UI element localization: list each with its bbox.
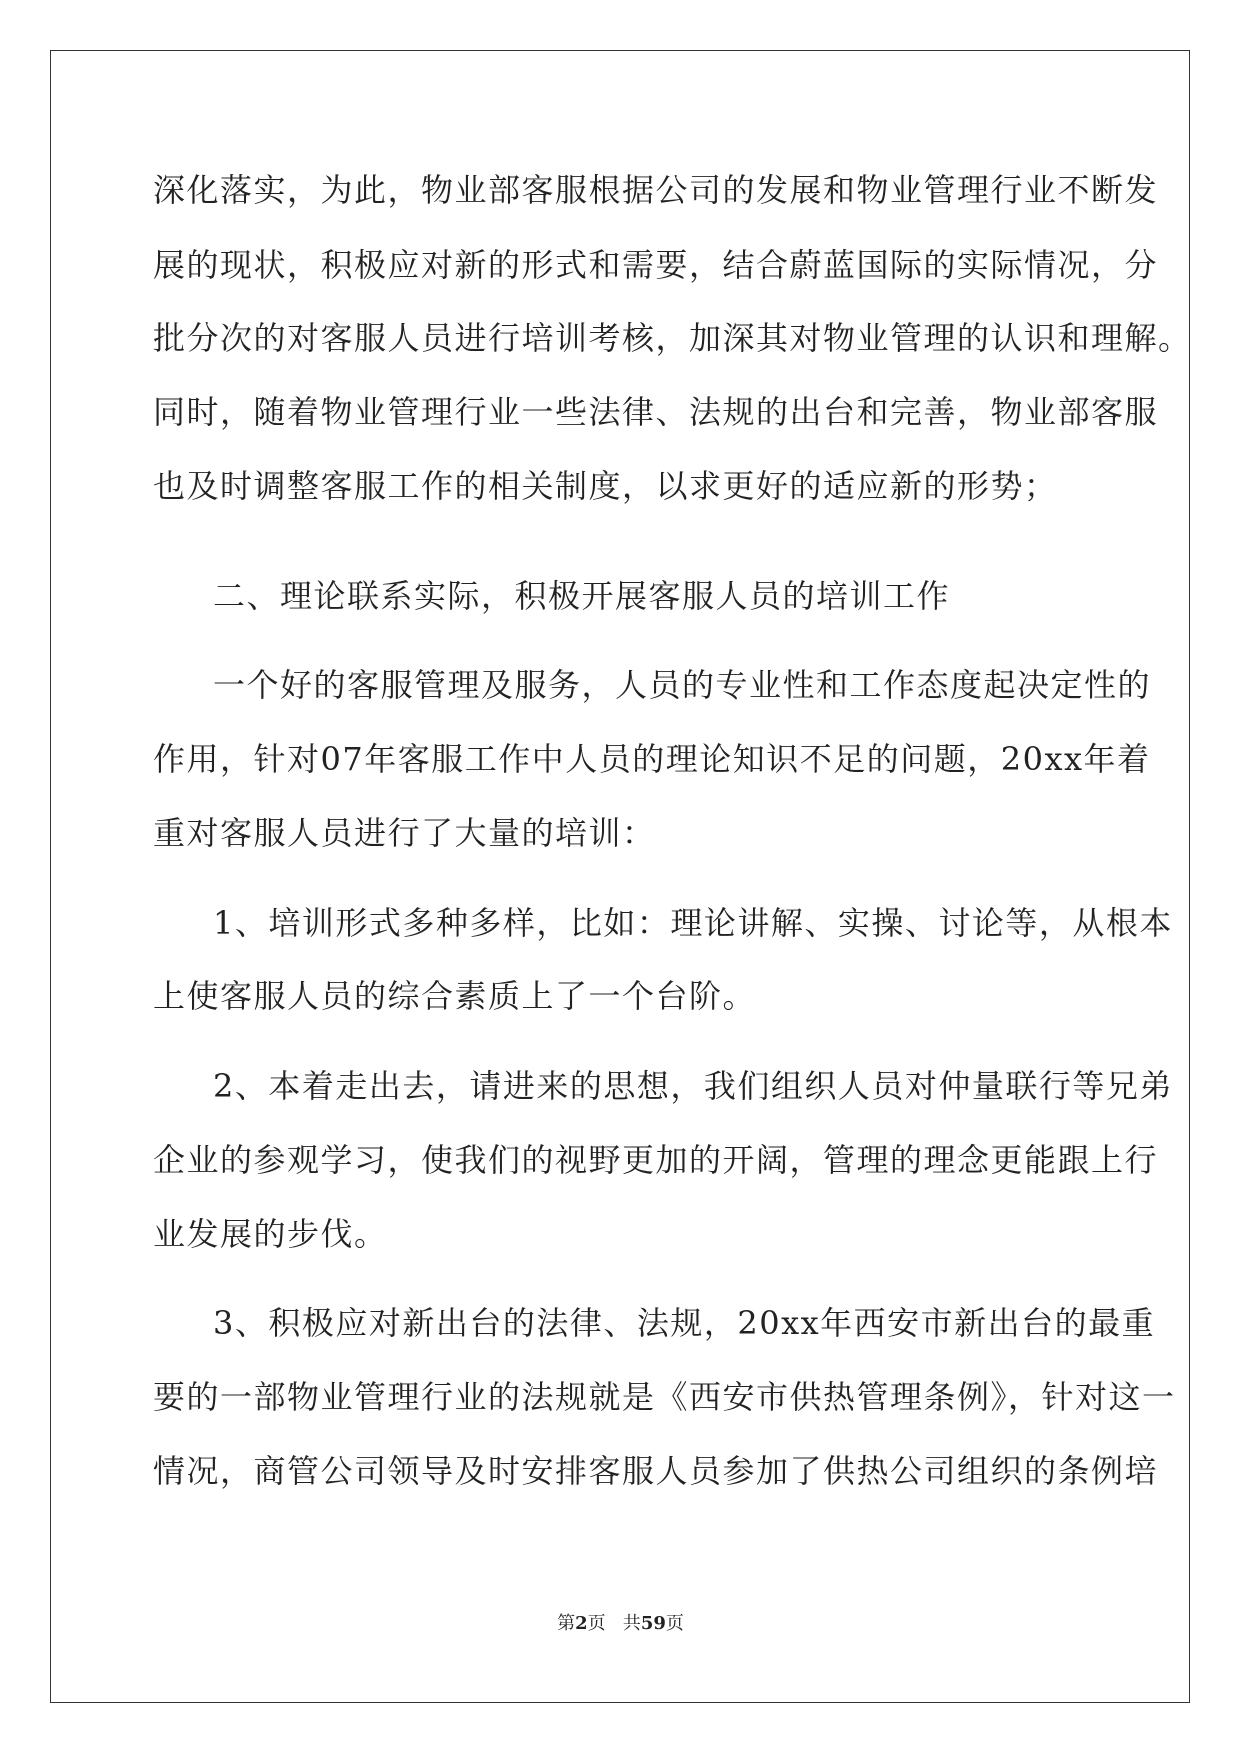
text-line: 3、积极应对新出台的法律、法规，20xx年西安市新出台的最重 [213,1304,1156,1342]
total-suffix: 页 [665,1613,684,1634]
text-line: 1、培训形式多种多样，比如：理论讲解、实操、讨论等，从根本 [213,904,1173,942]
total-prefix: 共 [622,1613,641,1634]
text-line: 业发展的步伐。 [153,1215,388,1253]
text-line: 展的现状，积极应对新的形式和需要，结合蔚蓝国际的实际情况，分 [153,246,1159,284]
text-line: 作用，针对07年客服工作中人员的理论知识不足的问题，20xx年着 [153,740,1151,778]
text-line: 2、本着走出去，请进来的思想，我们组织人员对仲量联行等兄弟 [213,1067,1173,1105]
text-line: 要的一部物业管理行业的法规就是《西安市供热管理条例》，针对这一 [153,1378,1176,1416]
text-line: 批分次的对客服人员进行培训考核，加深其对物业管理的认识和理解。 [153,319,1192,357]
page-suffix: 页 [587,1613,606,1634]
page-footer [0,1612,1241,1636]
text-line: 上使客服人员的综合素质上了一个台阶。 [153,977,757,1015]
total-pages: 59 [640,1613,666,1634]
text-line: 同时，随着物业管理行业一些法律、法规的出台和完善，物业部客服 [153,393,1159,431]
text-line: 重对客服人员进行了大量的培训： [153,814,656,852]
page-number: 2 [575,1613,588,1634]
text-line: 也及时调整客服工作的相关制度，以求更好的适应新的形势； [153,467,1058,505]
text-line: 情况，商管公司领导及时安排客服人员参加了供热公司组织的条例培 [153,1452,1159,1490]
text-line: 一个好的客服管理及服务，人员的专业性和工作态度起决定性的 [213,666,1152,704]
page-prefix: 第 [557,1613,576,1634]
section-heading: 二、理论联系实际，积极开展客服人员的培训工作 [213,577,951,615]
text-line: 企业的参观学习，使我们的视野更加的开阔，管理的理念更能跟上行 [153,1141,1159,1179]
text-line: 深化落实，为此，物业部客服根据公司的发展和物业管理行业不断发 [153,171,1159,209]
